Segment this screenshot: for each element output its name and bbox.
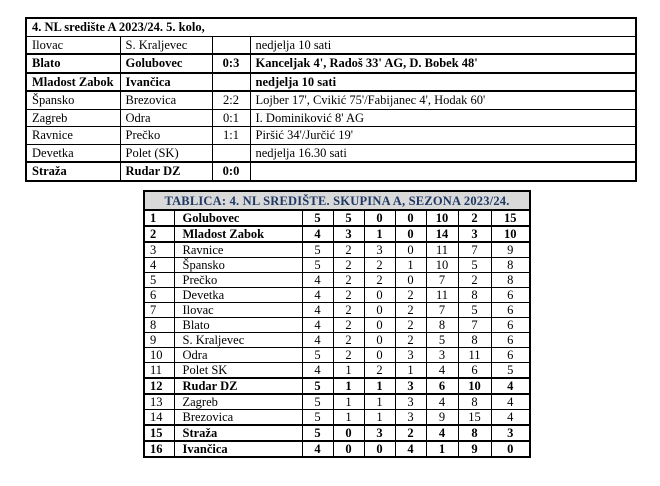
standings-row xyxy=(144,410,530,426)
stat-cell: 10 xyxy=(491,226,530,242)
stat-cell: 9 xyxy=(458,441,491,457)
rank-cell: 12 xyxy=(144,378,174,394)
stat-cell: 2 xyxy=(333,288,364,303)
score-cell: 1:1 xyxy=(212,127,250,145)
rank-cell: 11 xyxy=(144,363,174,379)
stat-cell: 6 xyxy=(491,288,530,303)
stat-cell: 7 xyxy=(458,242,491,258)
score-cell xyxy=(212,73,250,92)
stat-cell: 0 xyxy=(395,226,426,242)
stat-cell: 4 xyxy=(302,303,333,318)
standings-row xyxy=(144,273,530,288)
stat-cell: 1 xyxy=(333,394,364,410)
stat-cell: 0 xyxy=(364,333,395,348)
stat-cell: 0 xyxy=(364,441,395,457)
away-team-cell: Polet (SK) xyxy=(120,144,212,162)
fixture-row xyxy=(26,91,636,109)
home-team-cell: Devetka xyxy=(26,144,120,162)
rank-cell: 16 xyxy=(144,441,174,457)
away-team-cell: Ivančica xyxy=(120,73,212,92)
stat-cell: 3 xyxy=(395,410,426,426)
stat-cell: 3 xyxy=(364,425,395,441)
standings-row xyxy=(144,318,530,333)
match-info-cell: nedjelja 16.30 sati xyxy=(250,144,636,162)
team-name-cell: Blato xyxy=(174,318,302,333)
rank-cell: 3 xyxy=(144,242,174,258)
team-name-cell: Polet SK xyxy=(174,363,302,379)
fixture-row xyxy=(26,73,636,92)
stat-cell: 2 xyxy=(333,258,364,273)
stat-cell: 0 xyxy=(364,210,395,226)
stat-cell: 2 xyxy=(364,273,395,288)
stat-cell: 4 xyxy=(302,333,333,348)
stat-cell: 10 xyxy=(426,210,458,226)
home-team-cell: Mladost Zabok xyxy=(26,73,120,92)
match-info-cell: Kanceljak 4', Radoš 33' AG, D. Bobek 48' xyxy=(250,54,636,73)
stat-cell: 0 xyxy=(364,318,395,333)
team-name-cell: Ravnice xyxy=(174,242,302,258)
stat-cell: 6 xyxy=(491,333,530,348)
stat-cell: 2 xyxy=(458,273,491,288)
stat-cell: 7 xyxy=(426,303,458,318)
stat-cell: 1 xyxy=(364,378,395,394)
stat-cell: 0 xyxy=(395,210,426,226)
team-name-cell: Straža xyxy=(174,425,302,441)
team-name-cell: Ilovac xyxy=(174,303,302,318)
stat-cell: 8 xyxy=(426,318,458,333)
stat-cell: 3 xyxy=(395,348,426,363)
home-team-cell: Ilovac xyxy=(26,36,120,54)
away-team-cell: Odra xyxy=(120,109,212,127)
rank-cell: 1 xyxy=(144,210,174,226)
standings-title-row xyxy=(144,191,530,210)
stat-cell: 2 xyxy=(333,273,364,288)
stat-cell: 5 xyxy=(302,242,333,258)
stat-cell: 4 xyxy=(302,273,333,288)
stat-cell: 1 xyxy=(395,258,426,273)
stat-cell: 5 xyxy=(302,258,333,273)
stat-cell: 2 xyxy=(333,348,364,363)
stat-cell: 6 xyxy=(491,303,530,318)
league-standings-table xyxy=(143,190,531,458)
team-name-cell: Brezovica xyxy=(174,410,302,426)
stat-cell: 0 xyxy=(364,348,395,363)
rank-cell: 6 xyxy=(144,288,174,303)
stat-cell: 8 xyxy=(458,333,491,348)
match-info-cell: nedjelja 10 sati xyxy=(250,73,636,92)
stat-cell: 1 xyxy=(395,363,426,379)
stat-cell: 2 xyxy=(333,318,364,333)
match-info-cell: Lojber 17', Cvikić 75'/Fabijanec 4', Hodak 60' xyxy=(250,91,636,109)
standings-row xyxy=(144,348,530,363)
home-team-cell: Zagreb xyxy=(26,109,120,127)
home-team-cell: Blato xyxy=(26,54,120,73)
stat-cell: 6 xyxy=(458,363,491,379)
away-team-cell: Golubovec xyxy=(120,54,212,73)
stat-cell: 11 xyxy=(458,348,491,363)
fixture-row xyxy=(26,127,636,145)
team-name-cell: Rudar DZ xyxy=(174,378,302,394)
stat-cell: 5 xyxy=(302,210,333,226)
stat-cell: 4 xyxy=(395,441,426,457)
stat-cell: 4 xyxy=(426,394,458,410)
rank-cell: 14 xyxy=(144,410,174,426)
standings-row xyxy=(144,303,530,318)
away-team-cell: Prečko xyxy=(120,127,212,145)
score-cell xyxy=(212,36,250,54)
fixtures-results-table xyxy=(25,17,637,182)
fixtures-title-row xyxy=(26,18,636,36)
stat-cell: 5 xyxy=(458,258,491,273)
away-team-cell: Brezovica xyxy=(120,91,212,109)
stat-cell: 9 xyxy=(426,410,458,426)
standings-row xyxy=(144,333,530,348)
stat-cell: 1 xyxy=(426,441,458,457)
fixtures-table-title: 4. NL središte A 2023/24. 5. kolo, xyxy=(26,18,636,36)
stat-cell: 8 xyxy=(458,288,491,303)
stat-cell: 2 xyxy=(395,303,426,318)
stat-cell: 0 xyxy=(491,441,530,457)
fixture-row xyxy=(26,54,636,73)
stat-cell: 3 xyxy=(426,348,458,363)
stat-cell: 4 xyxy=(302,363,333,379)
stat-cell: 6 xyxy=(491,348,530,363)
fixture-row xyxy=(26,162,636,181)
stat-cell: 5 xyxy=(333,210,364,226)
stat-cell: 0 xyxy=(395,273,426,288)
standings-row xyxy=(144,226,530,242)
score-cell xyxy=(212,144,250,162)
stat-cell: 3 xyxy=(364,242,395,258)
stat-cell: 6 xyxy=(491,318,530,333)
team-name-cell: Zagreb xyxy=(174,394,302,410)
team-name-cell: Prečko xyxy=(174,273,302,288)
standings-row xyxy=(144,378,530,394)
fixture-row xyxy=(26,36,636,54)
stat-cell: 7 xyxy=(426,273,458,288)
stat-cell: 1 xyxy=(364,410,395,426)
stat-cell: 3 xyxy=(395,394,426,410)
stat-cell: 2 xyxy=(333,333,364,348)
rank-cell: 4 xyxy=(144,258,174,273)
rank-cell: 2 xyxy=(144,226,174,242)
stat-cell: 3 xyxy=(333,226,364,242)
score-cell: 0:1 xyxy=(212,109,250,127)
stat-cell: 3 xyxy=(458,226,491,242)
score-cell: 0:0 xyxy=(212,162,250,181)
stat-cell: 4 xyxy=(302,318,333,333)
stat-cell: 5 xyxy=(491,363,530,379)
stat-cell: 4 xyxy=(491,378,530,394)
fixture-row xyxy=(26,144,636,162)
home-team-cell: Špansko xyxy=(26,91,120,109)
stat-cell: 2 xyxy=(458,210,491,226)
stat-cell: 2 xyxy=(395,318,426,333)
stat-cell: 11 xyxy=(426,288,458,303)
stat-cell: 10 xyxy=(458,378,491,394)
stat-cell: 0 xyxy=(364,303,395,318)
stat-cell: 10 xyxy=(426,258,458,273)
stat-cell: 0 xyxy=(395,242,426,258)
team-name-cell: Mladost Zabok xyxy=(174,226,302,242)
stat-cell: 3 xyxy=(491,425,530,441)
rank-cell: 5 xyxy=(144,273,174,288)
fixture-row xyxy=(26,109,636,127)
team-name-cell: S. Kraljevec xyxy=(174,333,302,348)
stat-cell: 11 xyxy=(426,242,458,258)
standings-row xyxy=(144,258,530,273)
stat-cell: 2 xyxy=(395,288,426,303)
stat-cell: 15 xyxy=(491,210,530,226)
stat-cell: 2 xyxy=(333,242,364,258)
rank-cell: 15 xyxy=(144,425,174,441)
standings-row xyxy=(144,242,530,258)
away-team-cell: Rudar DZ xyxy=(120,162,212,181)
standings-row xyxy=(144,363,530,379)
stat-cell: 2 xyxy=(395,425,426,441)
team-name-cell: Odra xyxy=(174,348,302,363)
stat-cell: 1 xyxy=(364,394,395,410)
standings-row xyxy=(144,394,530,410)
match-info-cell: nedjelja 10 sati xyxy=(250,36,636,54)
team-name-cell: Devetka xyxy=(174,288,302,303)
stat-cell: 3 xyxy=(395,378,426,394)
stat-cell: 2 xyxy=(333,303,364,318)
stat-cell: 1 xyxy=(333,363,364,379)
stat-cell: 7 xyxy=(458,318,491,333)
team-name-cell: Ivančica xyxy=(174,441,302,457)
stat-cell: 9 xyxy=(491,242,530,258)
stat-cell: 14 xyxy=(426,226,458,242)
stat-cell: 6 xyxy=(426,378,458,394)
match-info-cell: I. Dominiković 8' AG xyxy=(250,109,636,127)
stat-cell: 5 xyxy=(458,303,491,318)
stat-cell: 0 xyxy=(364,288,395,303)
stat-cell: 5 xyxy=(302,378,333,394)
stat-cell: 1 xyxy=(333,410,364,426)
stat-cell: 8 xyxy=(458,425,491,441)
standings-row xyxy=(144,288,530,303)
stat-cell: 5 xyxy=(426,333,458,348)
stat-cell: 4 xyxy=(491,410,530,426)
stat-cell: 4 xyxy=(491,394,530,410)
stat-cell: 1 xyxy=(364,226,395,242)
stat-cell: 2 xyxy=(395,333,426,348)
stat-cell: 2 xyxy=(364,363,395,379)
stat-cell: 8 xyxy=(458,394,491,410)
home-team-cell: Ravnice xyxy=(26,127,120,145)
standings-row xyxy=(144,441,530,457)
stat-cell: 5 xyxy=(302,348,333,363)
match-info-cell xyxy=(250,162,636,181)
stat-cell: 5 xyxy=(302,425,333,441)
stat-cell: 0 xyxy=(333,441,364,457)
rank-cell: 13 xyxy=(144,394,174,410)
rank-cell: 9 xyxy=(144,333,174,348)
home-team-cell: Straža xyxy=(26,162,120,181)
team-name-cell: Špansko xyxy=(174,258,302,273)
stat-cell: 4 xyxy=(426,363,458,379)
rank-cell: 8 xyxy=(144,318,174,333)
stat-cell: 8 xyxy=(491,258,530,273)
stat-cell: 5 xyxy=(302,410,333,426)
stat-cell: 4 xyxy=(426,425,458,441)
standings-row xyxy=(144,210,530,226)
score-cell: 0:3 xyxy=(212,54,250,73)
stat-cell: 5 xyxy=(302,394,333,410)
stat-cell: 0 xyxy=(333,425,364,441)
standings-table-title: TABLICA: 4. NL SREDIŠTE. SKUPINA A, SEZONA 2023/24. xyxy=(144,191,530,210)
team-name-cell: Golubovec xyxy=(174,210,302,226)
stat-cell: 4 xyxy=(302,441,333,457)
stat-cell: 4 xyxy=(302,288,333,303)
stat-cell: 8 xyxy=(491,273,530,288)
match-info-cell: Piršić 34'/Jurčić 19' xyxy=(250,127,636,145)
standings-row xyxy=(144,425,530,441)
rank-cell: 7 xyxy=(144,303,174,318)
rank-cell: 10 xyxy=(144,348,174,363)
score-cell: 2:2 xyxy=(212,91,250,109)
stat-cell: 1 xyxy=(333,378,364,394)
stat-cell: 15 xyxy=(458,410,491,426)
stat-cell: 4 xyxy=(302,226,333,242)
stat-cell: 2 xyxy=(364,258,395,273)
away-team-cell: S. Kraljevec xyxy=(120,36,212,54)
